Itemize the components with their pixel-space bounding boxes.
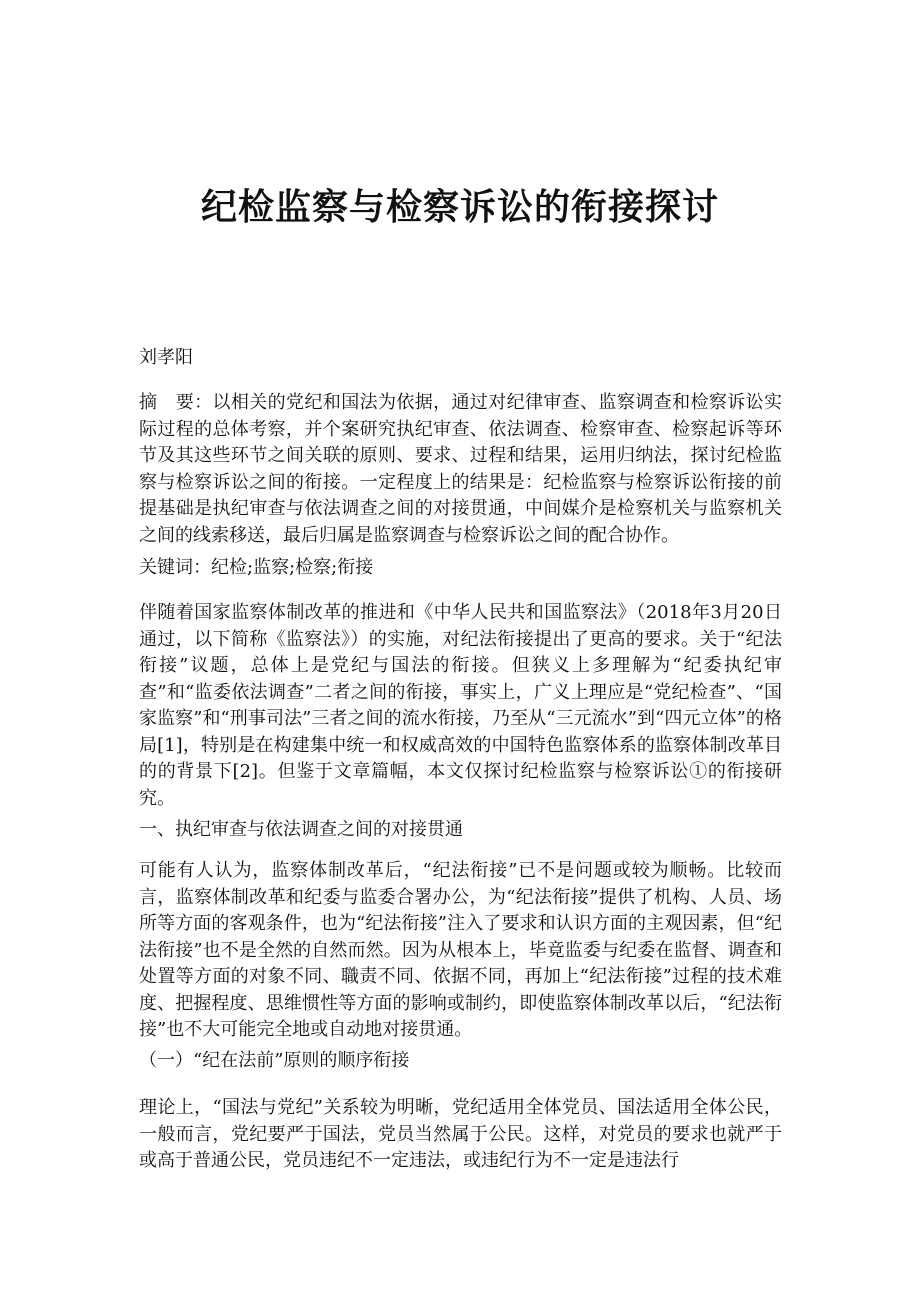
page-title: 纪检监察与检察诉讼的衔接探讨 — [200, 187, 719, 228]
author-name: 刘孝阳 — [139, 347, 193, 368]
keywords-line: 关键词：纪检;监察;检察;衔接 — [139, 557, 374, 578]
section-paragraph: 可能有人认为，监察体制改革后，“纪法衔接”已不是问题或较为顺畅。比较而言，监察体制改革和纪委与监委合署办公，为“纪法衔接”提供了机构、人员、场所等方面的客观条件，也为“纪法衔接”注入了要求和认识方面的主观因素，但“纪法衔接”也不是全然的自然而然。因为从根本上，毕竟监委与纪委在监督、调查和处置等方面的对象不同、職责不同、依据不同，再加上“纪法衔接”过程的技术难度、把握程度、思维惯性等方面的影响或制约，即使监察体制改革以后，“纪法衔接”也不大可能完全地或自动地对接贯通。 — [139, 860, 782, 1040]
intro-paragraph: 伴随着国家监察体制改革的推进和《中华人民共和国监察法》（2018年3月20日通过，以下简称《监察法》）的实施，对纪法衔接提出了更高的要求。关于“纪法衔接”议题，总体上是党纪与国法的衔接。但狭义上多理解为“纪委执纪审查”和“监委依法调查”二者之间的衔接，事实上，广义上理应是“党纪检查”、“国家监察”和“刑事司法”三者之间的流水衔接，乃至从“三元流水”到“四元立体”的格局[1]，特别是在构建集中统一和权威高效的中国特色监察体系的监察体制改革目的的背景下[2]。但鉴于文章篇幅，本文仅探讨纪检监察与检察诉讼①的衔接研究。 — [139, 602, 782, 809]
subsection-heading: （一）“纪在法前”原则的顺序衔接 — [139, 1050, 410, 1071]
section-heading: 一、执纪审查与依法调查之间的对接贯通 — [139, 819, 463, 840]
abstract-paragraph: 摘 要：以相关的党纪和国法为依据，通过对纪律审查、监察调查和检察诉讼实际过程的总体考察，并个案研究执纪审查、依法调查、检察审查、检察起诉等环节及其这些环节之间关联的原则、要求、过程和结果，运用归纳法，探讨纪检监察与检察诉讼之间的衔接。一定程度上的结果是：纪检监察与检察诉讼衔接的前提基础是执纪审查与依法调查之间的对接贯通，中间媒介是检察机关与监察机关之间的线索移送，最后归属是监察调查与检察诉讼之间的配合协作。 — [139, 392, 782, 546]
subsection-paragraph: 理论上，“国法与党纪”关系较为明晰，党纪适用全体党员、国法适用全体公民，一般而言，党纪要严于国法，党员当然属于公民。这样，对党员的要求也就严于或高于普通公民，党员违纪不一定违法，或违纪行为不一定是违法行 — [139, 1097, 782, 1171]
